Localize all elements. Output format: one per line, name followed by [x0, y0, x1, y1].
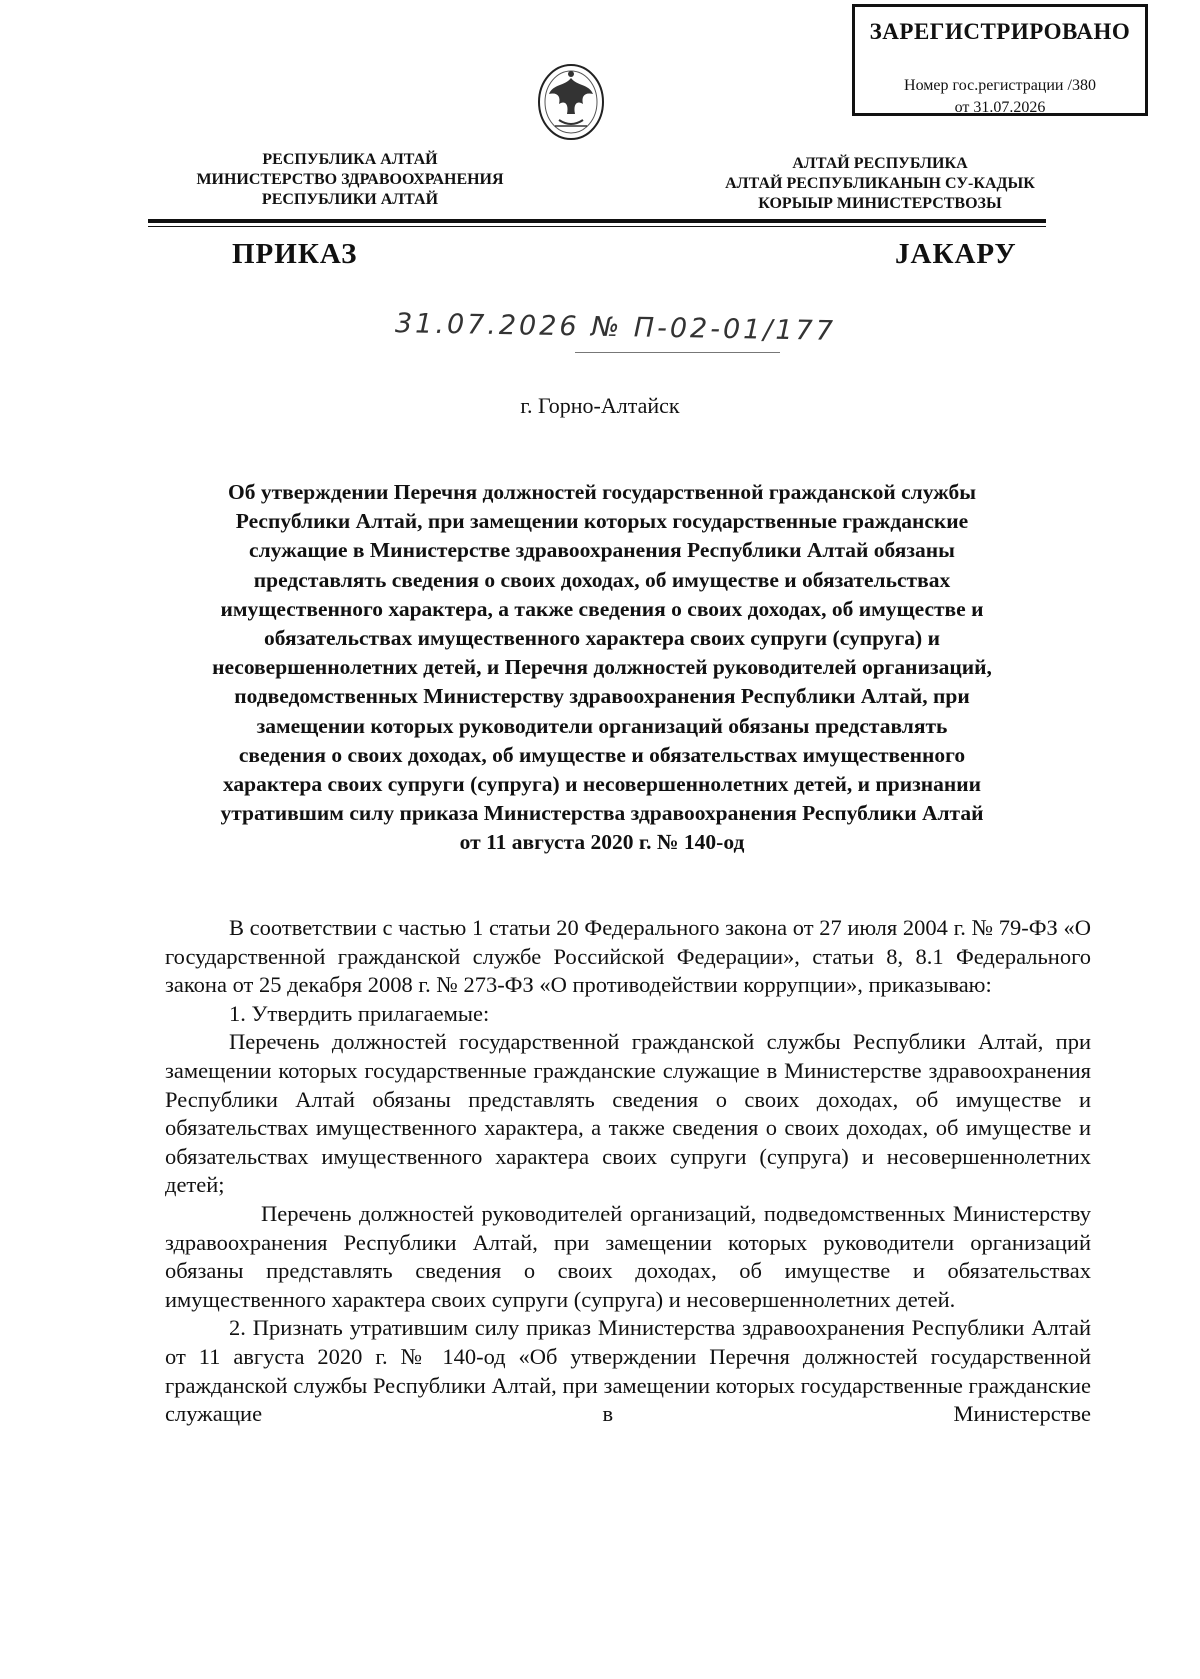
title-line: служащие в Министерстве здравоохранения Республики Алтай обязаны	[249, 538, 955, 563]
document-body	[165, 914, 1091, 1429]
body-paragraph-list-1: Перечень должностей государственной гражданской службы Республики Алтай, при замещении которых государственные гражданские служащие в Министерстве здравоохранения Республики Алтай обязаны представлять сведения о своих доходах, об имуществе и обязательствах имущественного характера, а также сведения о своих доходах, об имуществе и обязательствах имущественного характера своих супруги (супруга) и несовершеннолетних детей;	[165, 1029, 1091, 1198]
city: г. Горно-Алтайск	[520, 393, 680, 418]
doc-type-altai: JАКАРУ	[895, 238, 1017, 270]
body-paragraph-item-1: 1. Утвердить прилагаемые:	[229, 1000, 490, 1026]
stamp-title: ЗАРЕГИСТРИРОВАНО	[869, 19, 1131, 44]
title-line: обязательствах имущественного характера своих супруги (супруга) и	[264, 626, 940, 651]
header-rule-thick	[148, 219, 1046, 223]
header-left-line: РЕСПУБЛИКА АЛТАЙ	[262, 151, 438, 168]
title-line: несовершеннолетних детей, и Перечня должностей руководителей организаций,	[212, 655, 992, 680]
doc-type-ru: ПРИКАЗ	[232, 238, 358, 270]
handwritten-underline	[575, 352, 780, 353]
title-line: Республики Алтай, при замещении которых государственные гражданские	[235, 509, 969, 534]
title-line: сведения о своих доходах, об имуществе и обязательствах имущественного	[238, 742, 966, 767]
title-line: Об утверждении Перечня должностей государственной гражданской службы	[227, 480, 977, 504]
body-paragraph-item-2: 2. Признать утратившим силу приказ Министерства здравоохранения Республики Алтай от 11 августа 2020 г. № 140-од «Об утверждении Перечня должностей государственной гражданской службы Республики Алтай, при замещении которых государственные гражданские служащие в Министерстве	[165, 1315, 1091, 1427]
registration-stamp	[852, 4, 1148, 116]
stamp-reg-date: от 31.07.2026	[954, 99, 1046, 116]
header-left-line: РЕСПУБЛИКИ АЛТАЙ	[261, 191, 439, 208]
title-line: подведомственных Министерству здравоохранения Республики Алтай, при	[234, 684, 970, 709]
coat-of-arms-emblem-icon	[535, 58, 607, 148]
document-title	[158, 478, 1046, 858]
body-paragraph-list-2: Перечень должностей руководителей организаций, подведомственных Министерству здравоохранения Республики Алтай, при замещении которых руководители организаций обязаны представлять сведения о своих доходах, об имуществе и обязательствах имущественного характера своих супруги (супруга) и несовершеннолетних детей.	[165, 1200, 1091, 1312]
stamp-reg-number: Номер гос.регистрации /380	[904, 77, 1096, 94]
title-line: от 11 августа 2020 г. № 140-од	[459, 830, 745, 855]
body-paragraph-preamble: В соответствии с частью 1 статьи 20 Федерального закона от 27 июля 2004 г. № 79-ФЗ «О государственной гражданской службе Российской Федерации», статьи 8, 8.1 Федерального закона от 25 декабря 2008 г. № 273-ФЗ «О противодействии коррупции», приказываю:	[165, 915, 1091, 998]
handwritten-date-number: 31.07.2026 № П-02-01/177	[394, 308, 837, 347]
header-rule-thin	[148, 226, 1046, 227]
header-left-line: МИНИСТЕРСТВО ЗДРАВООХРАНЕНИЯ	[196, 171, 504, 188]
header-left-ru	[170, 150, 530, 210]
header-right-altai	[700, 154, 1060, 214]
title-line: характера своих супруги (супруга) и несовершеннолетних детей, и признании	[222, 772, 982, 797]
header-right-line: АЛТАЙ РЕСПУБЛИКА	[792, 155, 968, 172]
title-line: представлять сведения о своих доходах, об имуществе и обязательствах	[253, 567, 951, 592]
header-right-line: АЛТАЙ РЕСПУБЛИКАНЫН СУ-КАДЫК	[725, 175, 1035, 192]
title-line: имущественного характера, а также сведения о своих доходах, об имуществе и	[220, 596, 984, 621]
title-line: замещении которых руководители организаций обязаны представлять	[256, 713, 948, 738]
header-right-line: КОРЫЫР МИНИСТЕРСТВОЗЫ	[758, 195, 1002, 212]
title-line: утратившим силу приказа Министерства здравоохранения Республики Алтай	[220, 801, 984, 826]
